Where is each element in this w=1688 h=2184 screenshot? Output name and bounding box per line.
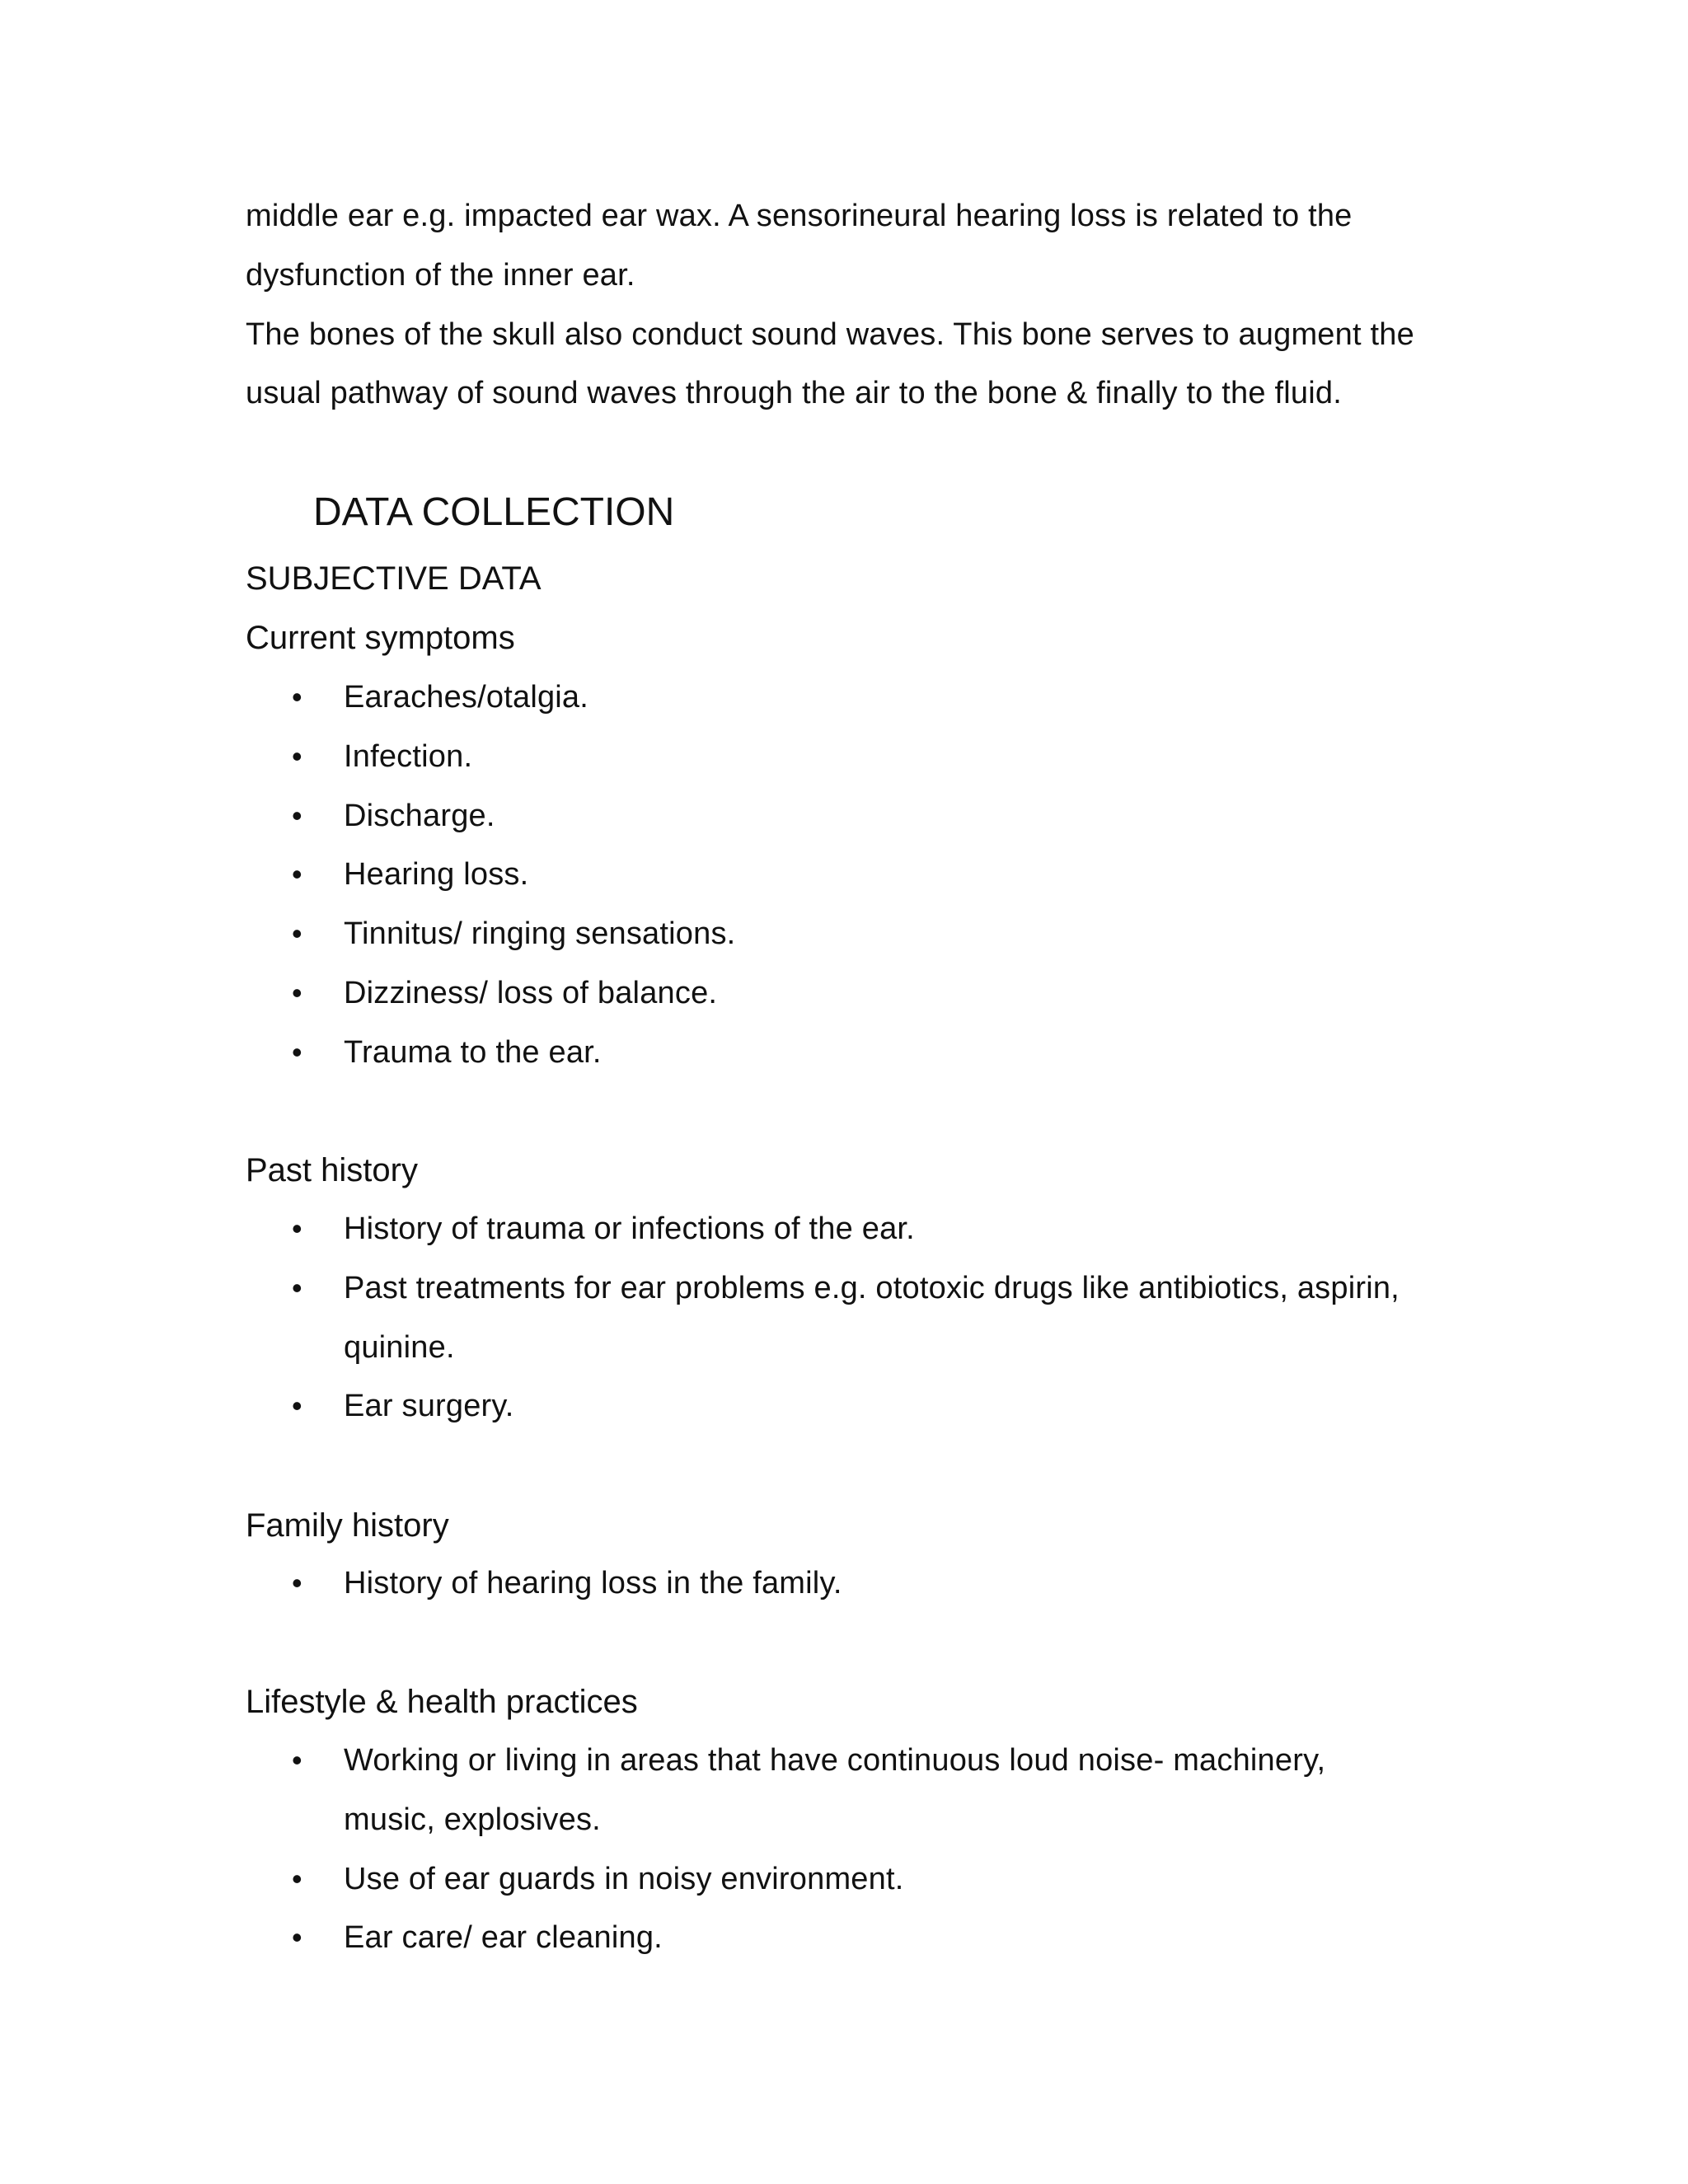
list-item-past-history: Ear surgery. [344, 1389, 514, 1423]
list-item-lifestyle: Working or living in areas that have continuous loud noise- machinery, [344, 1743, 1326, 1778]
list-item-symptom: Discharge. [344, 799, 495, 833]
list-item-past-history: Past treatments for ear problems e.g. ototoxic drugs like antibiotics, aspirin, [344, 1271, 1400, 1305]
bullet-icon: • [292, 916, 302, 950]
intro-line-2: dysfunction of the inner ear. [246, 258, 635, 293]
bullet-icon: • [292, 680, 302, 714]
bullet-icon: • [292, 1389, 302, 1422]
bullet-icon: • [292, 739, 302, 773]
subheading-family-history: Family history [246, 1507, 449, 1544]
list-item-past-history: History of trauma or infections of the ear. [344, 1212, 915, 1246]
intro-line-1: middle ear e.g. impacted ear wax. A sensorineural hearing loss is related to the [246, 199, 1353, 233]
bullet-icon: • [292, 1035, 302, 1069]
intro-line-4: usual pathway of sound waves through the air to the bone & finally to the fluid. [246, 376, 1342, 410]
subheading-past-history: Past history [246, 1152, 418, 1188]
bullet-icon: • [292, 799, 302, 832]
bullet-icon: • [292, 1743, 302, 1777]
bullet-icon: • [292, 1271, 302, 1305]
subheading-subjective-data: SUBJECTIVE DATA [246, 560, 542, 597]
list-item-symptom: Earaches/otalgia. [344, 680, 589, 715]
list-item-symptom: Trauma to the ear. [344, 1035, 602, 1070]
bullet-icon: • [292, 857, 302, 891]
bullet-icon: • [292, 1566, 302, 1600]
list-item-symptom: Hearing loss. [344, 857, 529, 892]
list-item-lifestyle: Ear care/ ear cleaning. [344, 1920, 663, 1955]
list-item-symptom: Infection. [344, 739, 473, 774]
list-item-past-history-continued: quinine. [344, 1330, 455, 1365]
list-item-symptom: Tinnitus/ ringing sensations. [344, 916, 736, 951]
subheading-current-symptoms: Current symptoms [246, 620, 515, 656]
intro-line-3: The bones of the skull also conduct sound waves. This bone serves to augment the [246, 317, 1414, 352]
section-heading-data-collection: DATA COLLECTION [313, 490, 675, 534]
subheading-lifestyle: Lifestyle & health practices [246, 1684, 638, 1720]
list-item-symptom: Dizziness/ loss of balance. [344, 976, 718, 1010]
bullet-icon: • [292, 976, 302, 1010]
list-item-lifestyle: Use of ear guards in noisy environment. [344, 1862, 904, 1896]
bullet-icon: • [292, 1212, 302, 1245]
bullet-icon: • [292, 1920, 302, 1954]
list-item-family-history: History of hearing loss in the family. [344, 1566, 842, 1601]
bullet-icon: • [292, 1862, 302, 1896]
list-item-lifestyle-continued: music, explosives. [344, 1802, 601, 1837]
